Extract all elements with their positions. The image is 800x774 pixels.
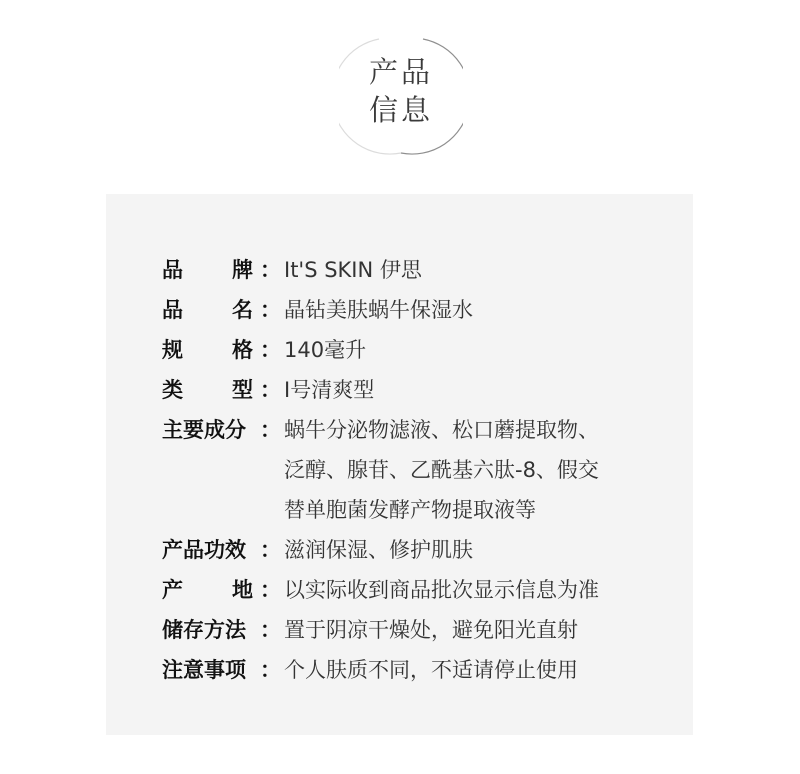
spec-value: It'S SKIN 伊思 [284, 258, 422, 282]
spec-colon: ： [260, 418, 281, 442]
spec-label: 产品功效 [162, 538, 246, 562]
spec-value: 晶钻美肤蜗牛保湿水 [284, 298, 473, 322]
spec-value: 置于阴凉干燥处，避免阳光直射 [284, 618, 578, 642]
spec-value: 蜗牛分泌物滤液、松口蘑提取物、 [284, 418, 599, 442]
section-badge [339, 33, 463, 157]
spec-colon: ： [260, 658, 281, 682]
product-info-panel: 品 牌 ： It'S SKIN 伊思 品 名 ： 晶钻美肤蜗牛保湿水 规 格 ： 140毫升 类 型 ： I号清爽型 主要成分 ： 蜗牛分泌物滤液、松口蘑提取物、 泛醇、腺苷、乙酰基六肽-8、假交 替单胞菌发酵产物提取液等 产品功效 ： 滋润保湿、修护肌肤 产 地 ： 以实际收到商品批次显示信息为准 储存方法 ： 置于阴凉干燥处，避免阳光直射 注意事项 ： 个人肤质不同，不适请停止使用 [106, 194, 693, 735]
spec-value: 140毫升 [284, 338, 367, 362]
spec-value: 泛醇、腺苷、乙酰基六肽-8、假交 [284, 458, 599, 482]
spec-colon: ： [260, 618, 281, 642]
spec-value: I号清爽型 [284, 378, 375, 402]
spec-colon: ： [260, 258, 281, 282]
spec-label: 注意事项 [162, 658, 246, 682]
spec-value: 个人肤质不同，不适请停止使用 [284, 658, 578, 682]
badge-title-line2: 信息 [368, 93, 433, 127]
spec-value: 以实际收到商品批次显示信息为准 [284, 578, 599, 602]
spec-value: 替单胞菌发酵产物提取液等 [284, 498, 536, 522]
spec-colon: ： [260, 298, 281, 322]
spec-value: 滋润保湿、修护肌肤 [284, 538, 473, 562]
spec-colon: ： [260, 338, 281, 362]
spec-label: 主要成分 [162, 418, 246, 442]
spec-colon: ： [260, 538, 281, 562]
spec-colon: ： [260, 578, 281, 602]
spec-label: 储存方法 [162, 618, 246, 642]
spec-colon: ： [260, 378, 281, 402]
badge-title-line1: 产品 [368, 55, 433, 89]
